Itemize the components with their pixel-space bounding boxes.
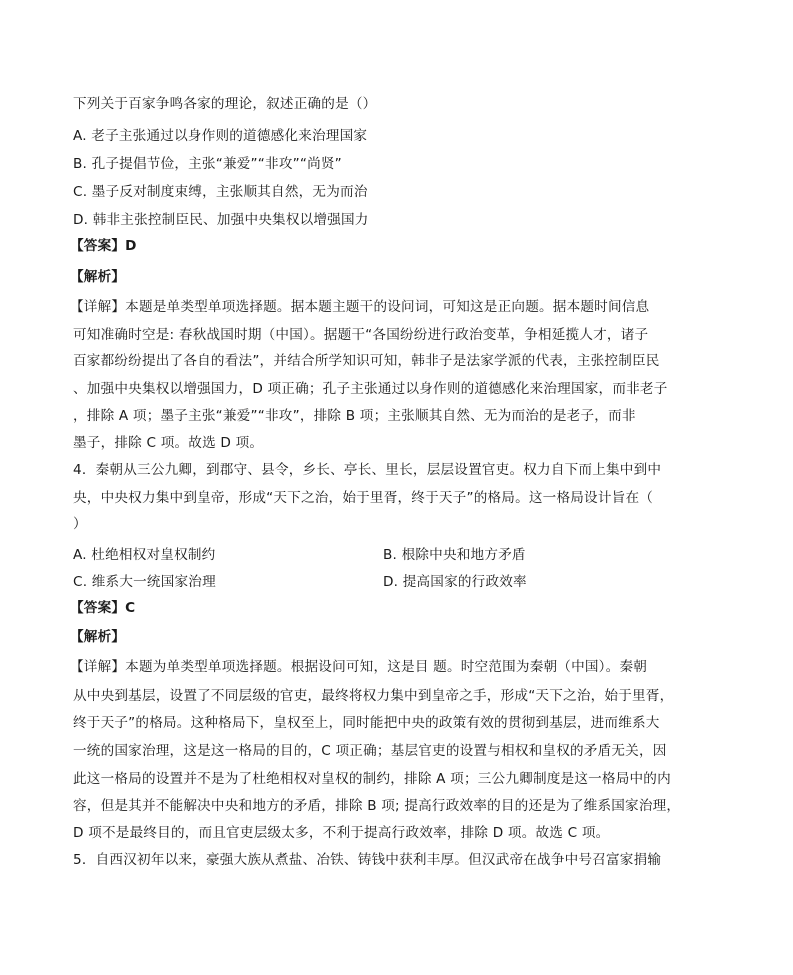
answer-label: 【答案】C (70, 600, 136, 616)
detail-line: 一统的国家治理，这是这一格局的目的，C 项正确；基层官吏的设置与相权和皇权的矛盾无关，因 (73, 743, 667, 759)
detail-line: 、加强中央集权以增强国力，D 项正确；孔子主张通过以身作则的道德感化来治理国家，而非老子 (73, 381, 668, 397)
question-4-stem: 4．秦朝从三公九卿，到郡守、县令，乡长、亭长、里长，层层设置官吏。权力自下而上集中到中 (73, 462, 662, 478)
detail-line: 百家都纷纷提出了各自的看法”，并结合所学知识可知，韩非子是法家学派的代表，主张控制臣民 (73, 353, 660, 369)
option-a: A. 老子主张通过以身作则的道德感化来治理国家 (73, 128, 368, 144)
detail-line: 【详解】本题是单类型单项选择题。据本题主题干的设问词，可知这是正向题。据本题时间信息 (70, 299, 650, 315)
analysis-label: 【解析】 (70, 269, 126, 285)
detail-line: 可知准确时空是: 春秋战国时期（中国）。据题干“各国纷纷进行政治变革，争相延揽人才，诸子 (73, 327, 649, 343)
detail-line: 终于天子”的格局。这种格局下，皇权至上，同时能把中央的政策有效的贯彻到基层，进而维系大 (73, 715, 660, 731)
question-3-stem: 下列关于百家争鸣各家的理论，叙述正确的是（） (73, 96, 377, 112)
detail-line: D 项不是最终目的，而且官吏层级太多，不利于提高行政效率，排除 D 项。故选 C 项。 (73, 825, 610, 841)
option-b: B. 孔子提倡节俭，主张“兼爱”“非攻”“尚贤” (73, 156, 342, 172)
option-a: A. 杜绝相权对皇权制约 (73, 547, 216, 563)
question-5-stem: 5．自西汉初年以来，豪强大族从煮盐、冶铁、铸钱中获利丰厚。但汉武帝在战争中号召富家捐输 (73, 852, 662, 868)
detail-line: 从中央到基层，设置了不同层级的官吏，最终将权力集中到皇帝之手，形成“天下之治，始于里胥， (73, 688, 674, 704)
detail-line: ，排除 A 项；墨子主张“兼爱”“非攻”，排除 B 项；主张顺其自然、无为而治的是老子，而非 (73, 408, 636, 424)
option-d: D. 韩非主张控制臣民、加强中央集权以增强国力 (73, 212, 369, 228)
option-c: C. 维系大一统国家治理 (73, 574, 216, 590)
detail-line: 墨子，排除 C 项。故选 D 项。 (73, 435, 264, 451)
analysis-label: 【解析】 (70, 629, 126, 645)
option-c: C. 墨子反对制度束缚，主张顺其自然，无为而治 (73, 184, 368, 200)
detail-line: 【详解】本题为单类型单项选择题。根据设问可知，这是目 题。时空范围为秦朝（中国）。秦朝 (70, 659, 648, 675)
detail-line: 容，但是其并不能解决中央和地方的矛盾，排除 B 项; 提高行政效率的目的还是为了维系国家治理， (73, 798, 681, 814)
answer-label: 【答案】D (70, 238, 137, 254)
question-4-stem: ） (73, 516, 87, 532)
detail-line: 此这一格局的设置并不是为了杜绝相权对皇权的制约，排除 A 项；三公九卿制度是这一格局中的内 (73, 771, 671, 787)
option-d: D. 提高国家的行政效率 (383, 574, 527, 590)
question-4-stem: 央，中央权力集中到皇帝，形成“天下之治，始于里胥，终于天子”的格局。这一格局设计旨在（ (73, 490, 654, 506)
option-b: B. 根除中央和地方矛盾 (383, 547, 526, 563)
